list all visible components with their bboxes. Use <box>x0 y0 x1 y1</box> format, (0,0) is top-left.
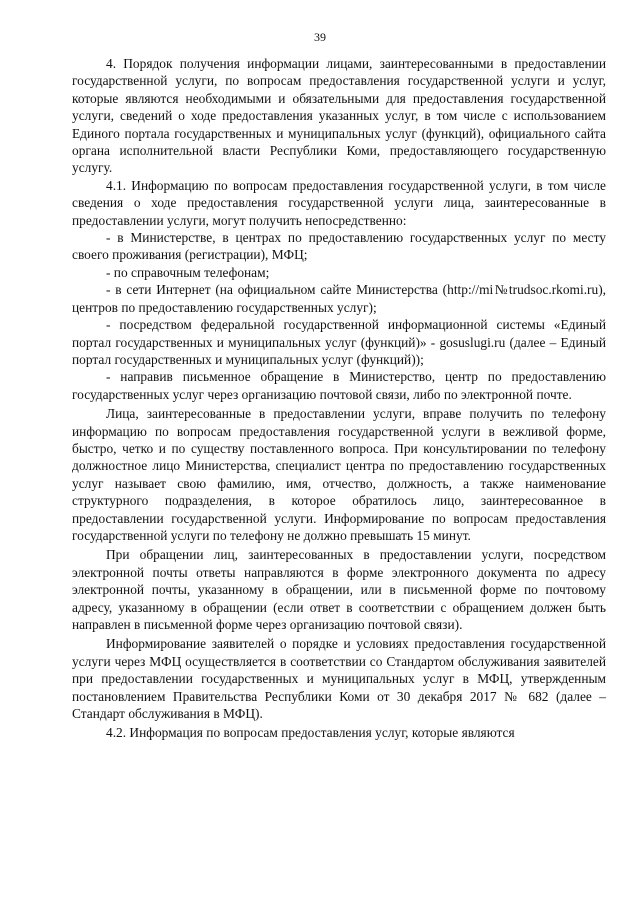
page-number: 39 <box>314 30 326 44</box>
paragraph-4-1: 4.1. Информацию по вопросам предоставления государственной услуги, в том числе сведения о ходе предоставления государственной услуги лица, заинтересованные в предоставлении услуги, могут получить непосредственно: <box>72 177 606 228</box>
list-item-ministry: - в Министерстве, в центрах по предоставлению государственных услуг по месту своего проживания (регистрации), МФЦ; <box>72 230 606 263</box>
paragraph-4-2: 4.2. Информация по вопросам предоставления услуг, которые являются <box>106 725 515 741</box>
list-item-written: - направив письменное обращение в Министерство, центр по предоставлению государственных услуг через организацию почтовой связи, либо по электронной почте. <box>72 369 606 402</box>
list-item-portal: - посредством федеральной государственной информационной системы «Единый портал государственных и муниципальных услуг (функций)» - gosuslugi.ru (далее – Единый портал государственных и муниципальных услуг (функций)); <box>72 317 606 367</box>
paragraph-email: При обращении лиц, заинтересованных в предоставлении услуги, посредством электронной почты ответы направляются в форме электронного документа по адресу электронной почты, указанному в обращении, или в письменной форме по почтовому адресу, указанному в обращении (если ответ в соответствии с обращением должен быть направлен в письменной форме через организацию почтовой связи). <box>72 547 606 632</box>
paragraph-mfc: Информирование заявителей о порядке и условиях предоставления государственной услуги через МФЦ осуществляется в соответствии со Стандартом обслуживания заявителей при предоставлении государственных и муниципальных услуг в МФЦ, утвержденным постановлением Правительства Республики Коми от 30 декабря 2017 № 682 (далее – Стандарт обслуживания в МФЦ). <box>72 636 606 722</box>
paragraph-section-4: 4. Порядок получения информации лицами, заинтересованными в предоставлении государственной услуги, по вопросам предоставления государственной услуги и услуг, которые являются необходимыми и обязательными для предоставления государственной услуги, сведений о ходе предоставления указанных услуг, в том числе с использованием Единого портала государственных и муниципальных услуг (функций), официального сайта органа исполнительной власти Республики Коми, предоставляющего государственную услугу. <box>72 56 606 176</box>
body-text <box>72 55 606 742</box>
paragraph-phone-consult: Лица, заинтересованные в предоставлении услуги, вправе получить по телефону информацию по вопросам предоставления государственной услуги в вежливой форме, быстро, четко и по существу поставленного вопроса. При консультировании по телефону должностное лицо Министерства, специалист центра по предоставлению государственных услуг называет свою фамилию, имя, отчество, должность, а также наименование структурного подразделения, в которое обратилось лицо, заинтересованное в предоставлении государственной услуги. Информирование по вопросам предоставления государственной услуги по телефону не должно превышать 15 минут. <box>72 406 606 543</box>
list-item-phone: - по справочным телефонам; <box>106 264 270 280</box>
list-item-internet: - в сети Интернет (на официальном сайте Министерства (http://mi№trudsoc.rkomi.ru), центров по предоставлению государственных услуг); <box>72 282 606 315</box>
